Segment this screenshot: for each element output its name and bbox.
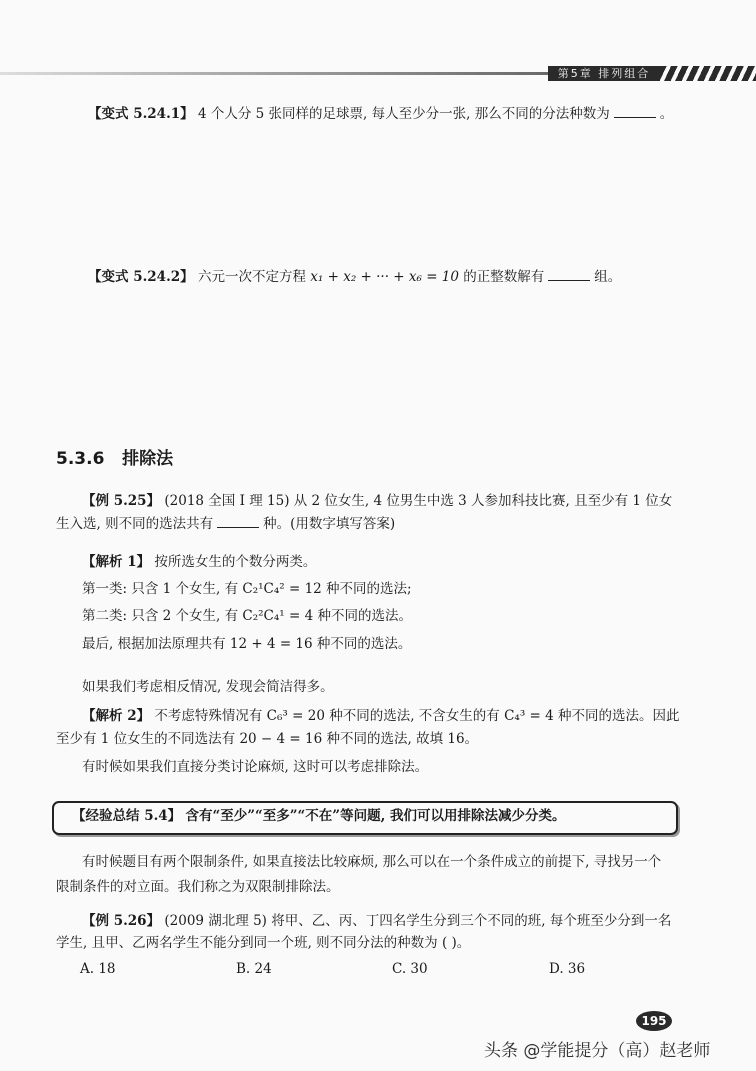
- section-title: 排除法: [122, 449, 174, 469]
- solution-1-intro: [82, 552, 316, 572]
- example-text: (2018 全国 I 理 15) 从 2 位女生, 4 位男生中选 3 人参加科技比赛, 且至少有 1 位女: [164, 493, 673, 509]
- example-text: 生入选, 则不同的选法共有: [56, 516, 214, 532]
- summary-text: 含有“至少”“至多”“不在”等问题, 我们可以用排除法减少分类。: [185, 808, 566, 824]
- example-5-26-line1: [82, 911, 671, 931]
- solution-2-line2: 至少有 1 位女生的不同选法有 20 − 4 = 16 种不同的选法, 故填 16。: [56, 731, 479, 747]
- variant-text: 六元一次不定方程: [197, 269, 306, 285]
- option-a: A. 18: [80, 961, 116, 977]
- option-b: B. 24: [236, 961, 272, 977]
- example-5-26-line2: 学生, 且甲、乙两名学生不能分到同一个班, 则不同分法的种数为 ( )。: [56, 935, 471, 951]
- solution-1-case1: 第一类: 只含 1 个女生, 有 C₂¹C₄² = 12 种不同的选法;: [82, 581, 412, 597]
- chapter-header: 第5章 排列组合: [548, 66, 660, 81]
- summary-label: 【经验总结 5.4】: [72, 808, 182, 824]
- example-text: (2009 湖北理 5) 将甲、乙、丙、丁四名学生分到三个不同的班, 每个班至少分到一名: [164, 913, 672, 929]
- remark-1: 如果我们考虑相反情况, 发现会简洁得多。: [82, 679, 334, 695]
- variant-text: 4 个人分 5 张同样的足球票, 每人至少分一张, 那么不同的分法种数为: [197, 106, 610, 122]
- variant-text-mid: 的正整数解有: [463, 269, 545, 285]
- solution-text: 按所选女生的个数分两类。: [154, 554, 317, 570]
- variant-label: 【变式 5.24.1】: [88, 106, 194, 122]
- variant-5-24-2: [88, 266, 621, 287]
- example-5-25-line2: [56, 513, 395, 534]
- variant-5-24-1: [88, 103, 673, 124]
- paragraph-line2: 限制条件的对立面。我们称之为双限制排除法。: [56, 879, 340, 895]
- answer-blank: [548, 266, 590, 281]
- solution-1-final: 最后, 根据加法原理共有 12 + 4 = 16 种不同的选法。: [82, 636, 412, 652]
- example-label: 【例 5.25】: [82, 493, 161, 509]
- header-rule: [0, 72, 560, 75]
- variant-label: 【变式 5.24.2】: [88, 269, 194, 285]
- paragraph-line1: 有时候题目有两个限制条件, 如果直接法比较麻烦, 那么可以在一个条件成立的前提下, 寻找另一个: [82, 854, 662, 870]
- solution-2-line1: [82, 706, 680, 726]
- section-number: 5.3.6: [56, 449, 105, 469]
- example-5-25-line1: [82, 491, 672, 511]
- solution-label: 【解析 1】: [82, 554, 151, 570]
- answer-blank: [614, 103, 656, 118]
- answer-blank: [217, 513, 259, 528]
- solution-text: 不考虑特殊情况有 C₆³ = 20 种不同的选法, 不含女生的有 C₄³ = 4 种不同的选法。因此: [154, 708, 680, 724]
- example-text-end: 种。(用数字填写答案): [263, 516, 396, 532]
- variant-text-end: 。: [659, 106, 674, 122]
- page-number: 195: [636, 1011, 672, 1031]
- option-c: C. 30: [392, 961, 428, 977]
- watermark: 头条 @学能提分（高）赵老师: [484, 1041, 711, 1061]
- solution-1-case2: 第二类: 只含 2 个女生, 有 C₂²C₄¹ = 4 种不同的选法。: [82, 608, 412, 624]
- remark-2: 有时候如果我们直接分类讨论麻烦, 这时可以考虑排除法。: [82, 759, 429, 775]
- variant-text-end: 组。: [594, 269, 622, 285]
- example-label: 【例 5.26】: [82, 913, 161, 929]
- equation: x₁ + x₂ + ··· + x₆ = 10: [310, 269, 459, 285]
- solution-label: 【解析 2】: [82, 708, 151, 724]
- section-heading: [56, 444, 173, 469]
- summary-content: [72, 806, 565, 826]
- option-d: D. 36: [549, 961, 586, 977]
- header-stripes: [660, 66, 756, 81]
